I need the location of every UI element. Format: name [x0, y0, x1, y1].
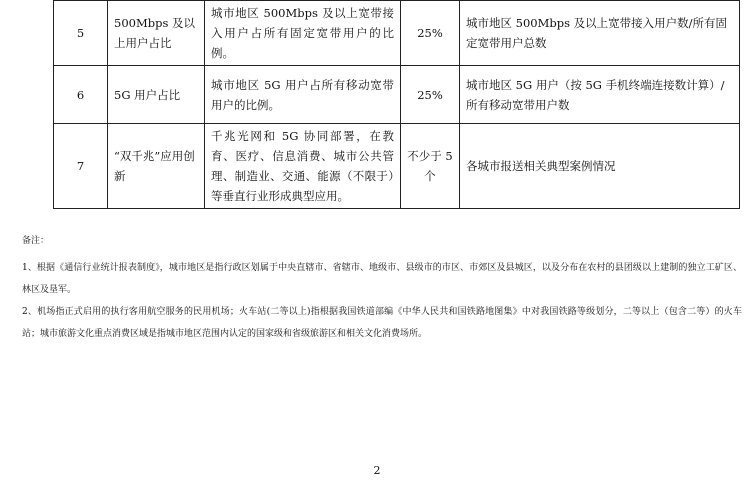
- note-item: 2、机场指正式启用的执行客用航空服务的民用机场；火车站(二等以上)指根据我国铁道部编《中华人民共和国铁路地图集》中对我国铁路等级划分，二等以上（包含二等）的火车站；城市旅游文化重点消费区域是指城市地区范围内认定的国家级和省级旅游区和相关文化消费场所。: [22, 307, 742, 339]
- calculation-method: 城市地区 500Mbps 及以上宽带接入用户数/所有固定宽带用户总数: [460, 1, 740, 66]
- row-number: 7: [54, 124, 108, 209]
- page-number: 2: [373, 464, 381, 477]
- indicator-table: [53, 0, 740, 209]
- indicator-name: “双千兆”应用创新: [108, 124, 205, 209]
- notes-title: 备注：: [22, 236, 50, 246]
- notes-section: [22, 230, 742, 345]
- calculation-method: 城市地区 5G 用户（按 5G 手机终端连接数计算）/所有移动宽带用户数: [460, 66, 740, 124]
- calculation-method: 各城市报送相关典型案例情况: [460, 124, 740, 209]
- indicator-target: 25%: [401, 66, 460, 124]
- row-number: 5: [54, 1, 108, 66]
- indicator-target: 不少于 5 个: [401, 124, 460, 209]
- indicator-name: 5G 用户占比: [108, 66, 205, 124]
- indicator-target: 25%: [401, 1, 460, 66]
- indicator-definition: 千兆光网和 5G 协同部署，在教育、医疗、信息消费、城市公共管理、制造业、交通、能源（不限于）等垂直行业形成典型应用。: [205, 124, 401, 209]
- row-number: 6: [54, 66, 108, 124]
- indicator-definition: 城市地区 5G 用户占所有移动宽带用户的比例。: [205, 66, 401, 124]
- table-row: [54, 124, 740, 209]
- table-row: [54, 66, 740, 124]
- indicator-name: 500Mbps 及以上用户占比: [108, 1, 205, 66]
- table-row: [54, 1, 740, 66]
- indicator-definition: 城市地区 500Mbps 及以上宽带接入用户占所有固定宽带用户的比例。: [205, 1, 401, 66]
- note-item: 1、根据《通信行业统计报表制度》，城市地区是指行政区划属于中央直辖市、省辖市、地级市、县级市的市区、市郊区及县城区，以及分布在农村的县团级以上建制的独立工矿区、林区及垦军。: [22, 263, 742, 295]
